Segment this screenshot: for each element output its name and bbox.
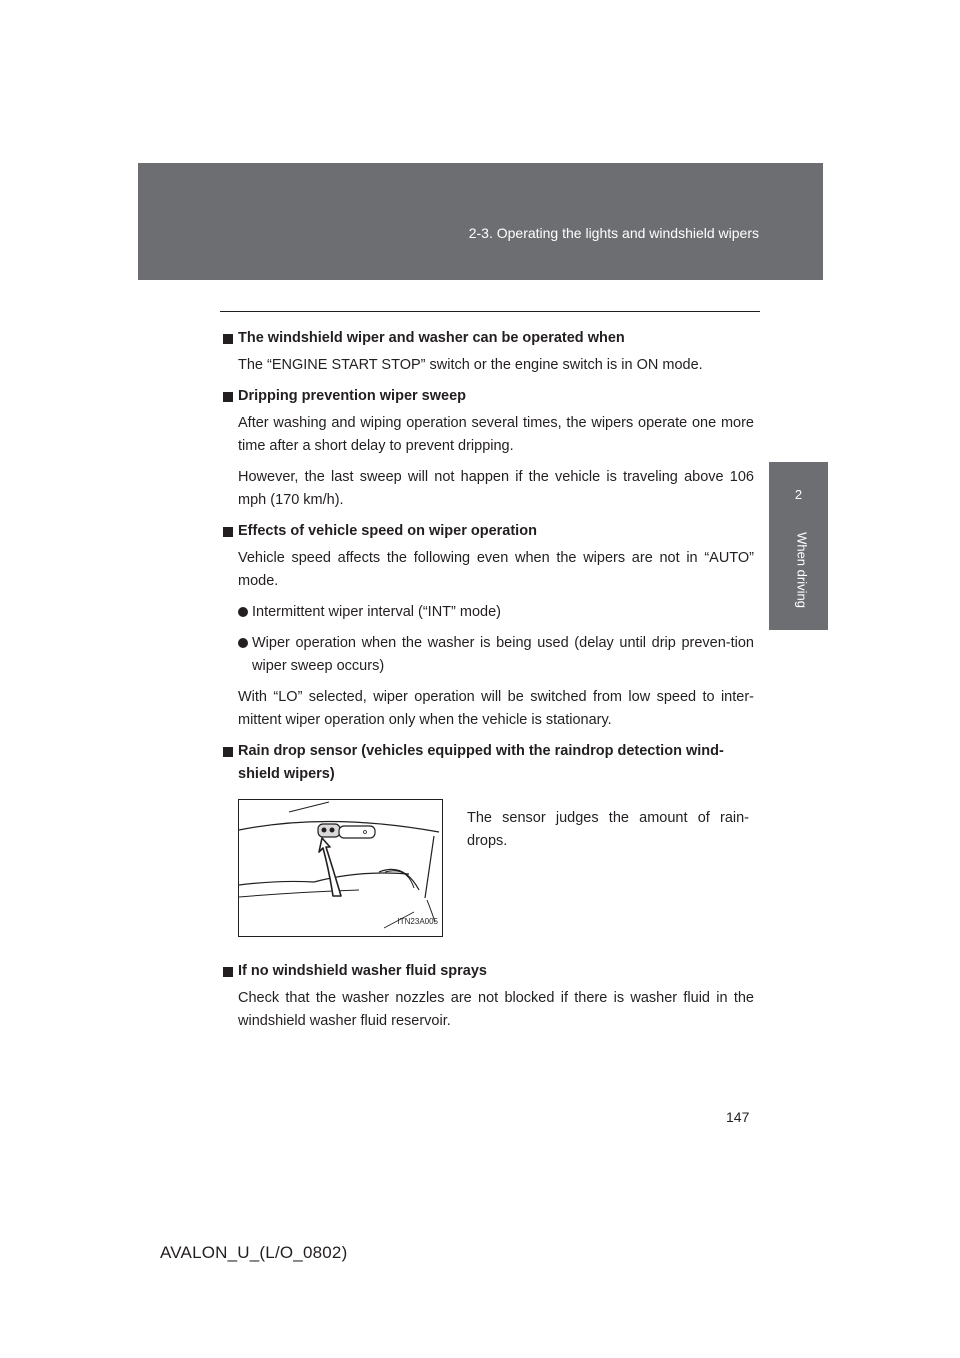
list-item (222, 601, 754, 624)
chapter-label: When driving (794, 532, 810, 608)
document-code: AVALON_U_(L/O_0802) (160, 1243, 348, 1262)
top-divider (220, 311, 760, 312)
paragraph: With “LO” selected, wiper operation will be switched from low speed to inter-mittent wiper operation only when the vehicle is stationary. (238, 689, 754, 728)
figure-code: ITN23A005 (397, 917, 438, 926)
list-item (222, 632, 754, 678)
heading-operable-when (222, 327, 754, 350)
chapter-number: 2 (794, 487, 803, 502)
round-bullet-icon (238, 638, 248, 648)
square-bullet-icon (223, 527, 233, 537)
list-item-text: Intermittent wiper interval (“INT” mode) (252, 604, 501, 620)
paragraph: The “ENGINE START STOP” switch or the engine switch is in ON mode. (238, 357, 703, 373)
paragraph: Vehicle speed affects the following even when the wipers are not in “AUTO” mode. (238, 550, 754, 589)
square-bullet-icon (223, 392, 233, 402)
main-content (222, 327, 754, 1041)
heading-dripping-prevention (222, 385, 754, 408)
heading-text: If no windshield washer fluid sprays (238, 963, 487, 979)
section-title: 2-3. Operating the lights and windshield wipers (468, 225, 759, 241)
paragraph: After washing and wiping operation several times, the wipers operate one more time after a short delay to prevent dripping. (238, 415, 754, 454)
header-band (138, 163, 823, 280)
square-bullet-icon (223, 334, 233, 344)
round-bullet-icon (238, 607, 248, 617)
heading-text: Dripping prevention wiper sweep (238, 388, 467, 404)
heading-rain-drop-sensor (222, 740, 754, 786)
heading-text: The windshield wiper and washer can be operated when (238, 330, 625, 346)
figure-caption: The sensor judges the amount of rain-drops. (467, 809, 749, 849)
heading-vehicle-speed-effects (222, 520, 754, 543)
sensor-figure-block (222, 790, 754, 950)
windshield-illustration (238, 799, 443, 937)
heading-text: Rain drop sensor (vehicles equipped with the raindrop detection wind-shield wipers) (238, 743, 724, 782)
heading-text: Effects of vehicle speed on wiper operation (238, 523, 537, 539)
page-number: 147 (726, 1109, 750, 1125)
paragraph: However, the last sweep will not happen if the vehicle is traveling above 106 mph (170 km/h). (238, 469, 754, 508)
square-bullet-icon (223, 967, 233, 977)
square-bullet-icon (223, 747, 233, 757)
list-item-text: Wiper operation when the washer is being used (delay until drip preven-tion wiper sweep occurs) (252, 635, 754, 674)
chapter-side-tab (769, 462, 828, 630)
paragraph: Check that the washer nozzles are not blocked if there is washer fluid in the windshield washer fluid reservoir. (238, 990, 754, 1029)
heading-no-washer-fluid (222, 960, 754, 983)
